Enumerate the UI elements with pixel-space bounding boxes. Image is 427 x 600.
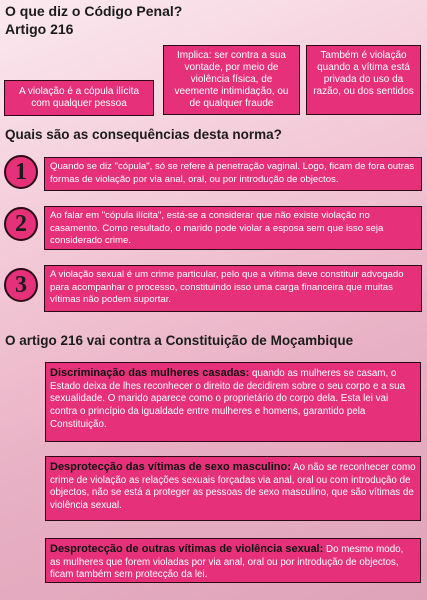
consequence-item-1 xyxy=(44,157,422,191)
constitution-heading: O artigo 216 vai contra a Constituição de Moçambique xyxy=(5,333,354,348)
item-title: Desprotecção de outras vítimas de violência sexual: xyxy=(50,543,324,555)
constitution-item-2 xyxy=(45,456,421,521)
consequence-item-3 xyxy=(44,265,422,312)
number-badge-1: 1 xyxy=(4,155,38,189)
consequence-item-2 xyxy=(44,206,422,250)
also-violation-text: Também é violação quando a vítima está privada do uso da razão, ou dos sentidos xyxy=(313,50,414,97)
definition-text: A violação é a cópula ilícita com qualquer pessoa xyxy=(18,86,140,109)
item-title: Discriminação das mulheres casadas: xyxy=(50,367,250,379)
page-title: O que diz o Código Penal? xyxy=(5,3,183,19)
consequence-text: Ao falar em "cópula ilícita", está-se a considerar que não existe violação no casamento. Como resultado, o marido pode violar a esposa sem que isso seja considerado crime. xyxy=(50,210,384,246)
implication-text: Implica: ser contra a sua vontade, por meio de violência física, de veemente intimidação, ou de qualquer fraude xyxy=(174,50,289,109)
also-violation-box xyxy=(306,45,421,115)
item-text: Do mesmo modo, as mulheres que forem violadas por via anal, oral ou por introdução de objectos, ficam também sem protecção da lei. xyxy=(50,544,404,581)
article-subtitle: Artigo 216 xyxy=(5,21,74,37)
consequence-text: A violação sexual é um crime particular, pelo que a vítima deve constituir advogado para acompanhar o processo, constituindo isso uma carga financeira que muitas vítimas não podem suportar. xyxy=(50,269,404,305)
definition-box xyxy=(4,80,154,116)
number-badge-2: 2 xyxy=(4,207,38,241)
number-badge-3: 3 xyxy=(4,268,38,302)
item-text: Ao não se reconhecer como crime de violação as relações sexuais forçadas via anal, oral ou com introdução de objectos, não se está a proteger as pessoas de sexo masculino, que são vítimas de violência sexual. xyxy=(50,462,416,512)
implication-box xyxy=(163,45,300,115)
constitution-item-1 xyxy=(45,362,421,442)
consequence-text: Quando se diz "cópula", só se refere à penetração vaginal. Logo, ficam de fora outras formas de violação por via anal, oral, ou por introdução de objectos. xyxy=(50,161,415,185)
item-title: Desprotecção das vítimas de sexo masculino: xyxy=(50,461,291,473)
item-text: quando as mulheres se casam, o Estado deixa de lhes reconhecer o direito de decidirem sobre o seu corpo e a sua sexualidade. O marido aparece como o proprietário do corpo dela. Esta lei vai contra o princípio da igualdade entre mulheres e homens, garantido pela Constituição. xyxy=(50,368,406,430)
consequences-heading: Quais são as consequências desta norma? xyxy=(5,127,282,142)
constitution-item-3 xyxy=(45,538,421,583)
